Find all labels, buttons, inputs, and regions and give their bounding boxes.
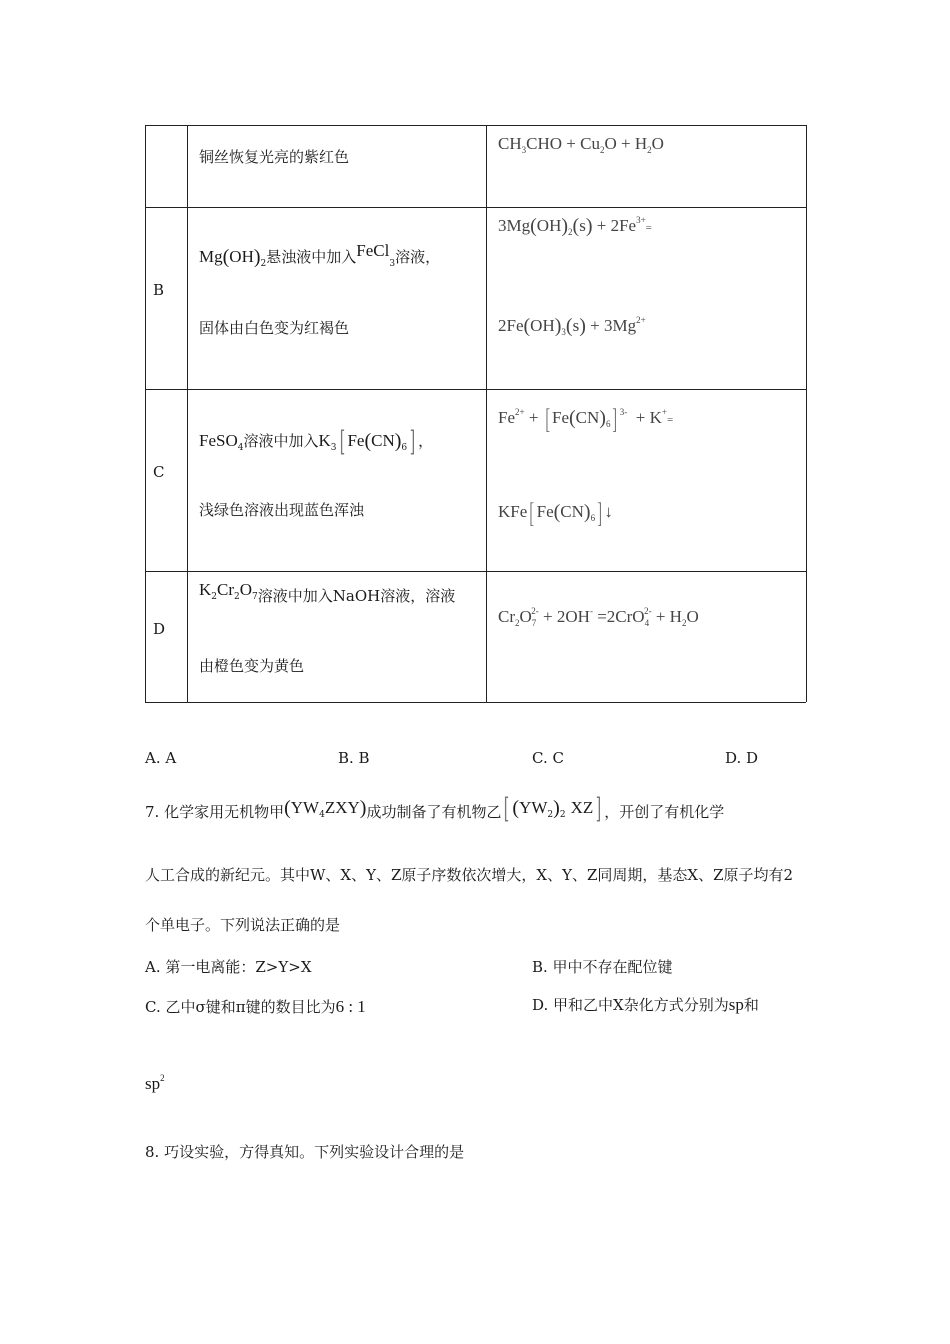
row-b-equation-line2: $2Fe(OH)_3(s) + 3Mg^{2+}$ [498, 315, 646, 337]
table-border [486, 125, 487, 702]
q6-option-a[interactable]: A. A [145, 749, 177, 767]
table-border [145, 702, 806, 703]
row-c-equation-line1: $Fe^{2+}$ + [ $Fe(CN)_6$] $^{3-}$ + K+= [498, 404, 674, 435]
row-a-equation: $CH_3CHO + Cu_2O + H_2O$ [498, 134, 664, 155]
table-border [145, 207, 806, 208]
row-b-label: B [153, 281, 165, 299]
table-border [187, 125, 188, 702]
row-c-phenomenon-line2: 浅绿色溶液出现蓝色浑浊 [199, 501, 365, 519]
table-border [806, 125, 807, 702]
q7-stem-line2: 人工合成的新纪元。其中W、X、Y、Z原子序数依次增大，X、Y、Z同周期，基态X、Z原子均有2 [145, 866, 794, 884]
table-border [145, 571, 806, 572]
q7-stem-line3: 个单电子。下列说法正确的是 [145, 916, 341, 934]
q7-option-c[interactable]: C. 乙中σ键和π键的数目比为6 : 1 [145, 997, 366, 1016]
row-d-equation: $Cr_2O_7^{2-} + 2OH^- =2CrO_4^{2-} + H_2O$ [498, 606, 699, 628]
table-border [145, 125, 806, 126]
q6-option-c[interactable]: C. C [532, 749, 564, 767]
row-b-phenomenon: $Mg(OH)_2$悬浊液中加入FeCl$_3$溶液， [199, 241, 441, 269]
row-b-equation-line1: $3Mg(OH)_2(s) + 2Fe^{3+}=$ [498, 215, 652, 237]
row-d-label: D [153, 620, 166, 638]
row-a-phenomenon: 铜丝恢复光亮的紫红色 [199, 148, 350, 166]
table-border [145, 125, 146, 702]
q7-stem-line1: 7. 化学家用无机物甲$(YW_4ZXY)$成功制备了有机物乙[ $(YW_2)_2$ XZ] ，开创了有机化学 [145, 792, 725, 825]
row-c-phenomenon: FeSO$_4$溶液中加入$K_3$[ $Fe(CN)_6$] ， [199, 425, 434, 458]
q7-option-d-continued: $sp^2$ [145, 1073, 165, 1093]
row-b-phenomenon-line2: 固体由白色变为红褐色 [199, 319, 350, 337]
q8-stem: 8. 巧设实验，方得真知。下列实验设计合理的是 [145, 1143, 465, 1161]
row-c-label: C [153, 463, 165, 481]
q7-option-a[interactable]: A. 第一电离能：Z>Y>X [145, 958, 312, 976]
table-border [145, 389, 806, 390]
row-d-phenomenon: $K_2Cr_2O_7$溶液中加入NaOH溶液，溶液 [199, 580, 456, 605]
q6-option-b[interactable]: B. B [338, 749, 370, 767]
q6-option-d[interactable]: D. D [725, 749, 759, 767]
q7-option-d[interactable]: D. 甲和乙中X杂化方式分别为sp和 [532, 995, 759, 1014]
row-d-phenomenon-line2: 由橙色变为黄色 [199, 657, 305, 675]
q7-option-b[interactable]: B. 甲中不存在配位键 [532, 958, 673, 976]
row-c-equation-line2: KFe[ $Fe(CN)_6$] ↓ [498, 498, 613, 529]
